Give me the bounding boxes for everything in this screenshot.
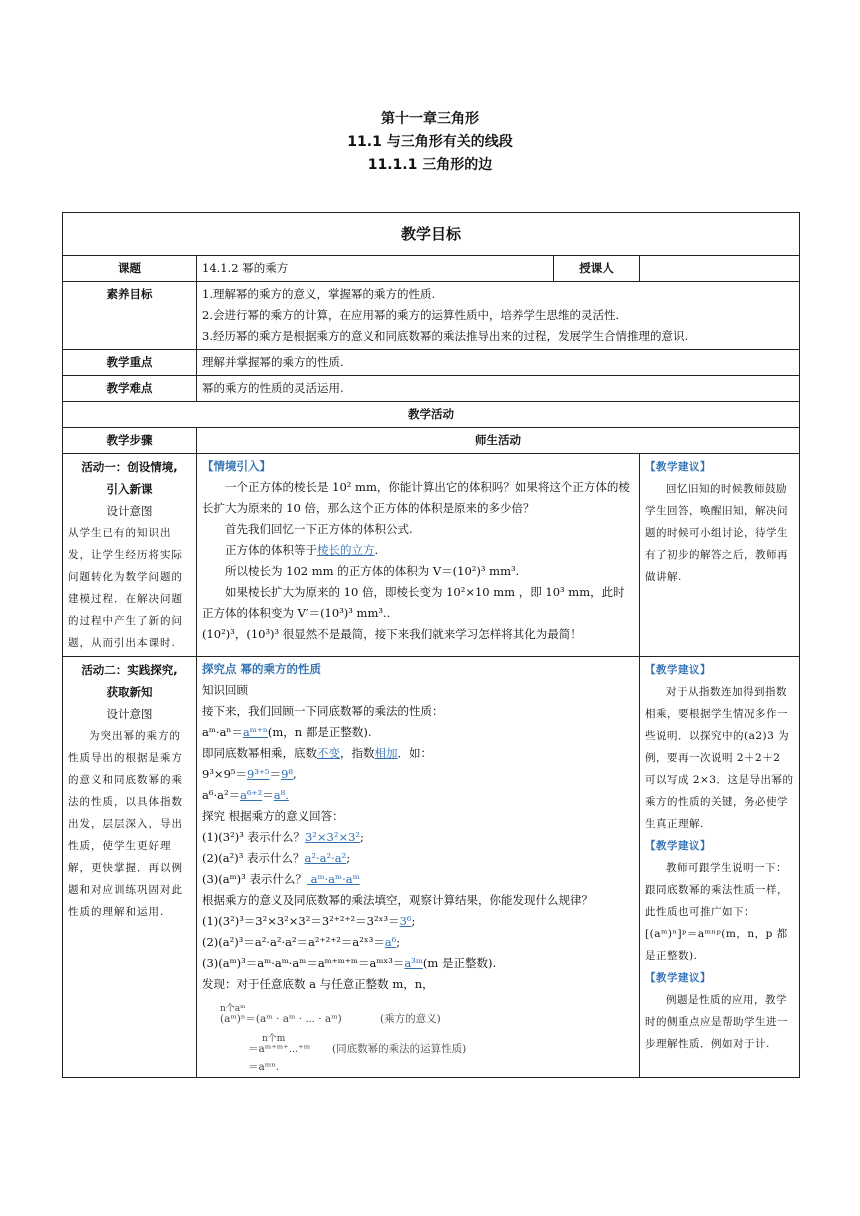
- text: ;: [396, 935, 401, 949]
- answer-blank: 9⁸: [281, 767, 294, 781]
- answer-blank: a⁶: [384, 935, 397, 949]
- formula-note-2: (同底数幂的乘法的运算性质): [332, 1043, 467, 1055]
- answer-blank: a⁸.: [273, 788, 289, 802]
- answer-blank: a³ᵐ: [404, 956, 423, 970]
- activity-one-title: 活动一：创设情境,: [81, 460, 178, 474]
- steps-label: 教学步骤: [63, 428, 197, 454]
- answer-blank: aᵐ⁺ⁿ: [242, 725, 268, 739]
- suggestion-text: 教师可跟学生说明一下：跟同底数幂的乘法性质一样，此性质也可推广如下：[(aᵐ)ⁿ]ᵖ＝aᵐⁿᵖ(m，n，p 都是正整数).: [645, 862, 788, 962]
- activity-one-row: [63, 454, 800, 657]
- subsection-title: 11.1.1 三角形的边: [367, 157, 493, 173]
- literacy-goals: [197, 282, 800, 350]
- text: 9³×9⁵＝: [202, 767, 247, 781]
- line: [202, 932, 634, 953]
- difficulty-label: 教学难点: [63, 376, 197, 402]
- text: ，指数: [340, 746, 375, 760]
- answer-blank: 不变: [317, 746, 340, 760]
- formula-brace-label: n个m: [262, 1034, 286, 1044]
- line: 接下来，我们回顾一下同底数幂的乘法的性质：: [202, 704, 444, 718]
- line: [202, 785, 634, 806]
- line: [202, 827, 634, 848]
- activity-two-row: [63, 657, 800, 1078]
- activity-two-left: [63, 657, 197, 1078]
- suggestion-tag: 【教学建议】: [645, 461, 711, 473]
- text: (1)(3²)³＝3²×3²×3²＝3²⁺²⁺²＝3²ˣ³＝: [202, 914, 400, 928]
- key-label: 教学重点: [63, 350, 197, 376]
- line: [202, 953, 634, 974]
- line: [202, 848, 634, 869]
- topic-label: 课题: [63, 256, 197, 282]
- answer-blank: 3²×3²×3²: [304, 830, 361, 844]
- activity-header: 教学活动: [63, 402, 800, 428]
- difficulty-value: 幂的乘方的性质的灵活运用.: [197, 376, 800, 402]
- suggestion-text: 回忆旧知的时候教师鼓励学生回答，唤醒旧知，解决问题的时候可小组讨论，待学生有了初步的解答之后，教师再做讲解.: [645, 483, 788, 583]
- text: (m 是正整数).: [422, 956, 497, 970]
- text: ;: [346, 851, 351, 865]
- activity-one-left: [63, 454, 197, 657]
- text: ＝: [262, 788, 274, 802]
- text: ;: [360, 830, 364, 844]
- text: 正方体的体积等于: [225, 543, 317, 557]
- formula-line-3: ＝aᵐⁿ.: [248, 1061, 280, 1073]
- design-intent-label: 设计意图: [106, 707, 153, 721]
- text: a⁶·a²＝: [202, 788, 241, 802]
- design-intent-text: 从学生已有的知识出发，让学生经历将实际问题转化为数学问题的建模过程．在解决问题的过程中产生了新的问题，从而引出本课时.: [68, 527, 183, 649]
- line: 根据乘方的意义及同底数幂的乘法填空，观察计算结果，你能发现什么规律？: [202, 893, 593, 907]
- answer-blank: a⁶⁺²: [240, 788, 263, 802]
- page-titles: [0, 108, 860, 177]
- text: aᵐ·aⁿ＝: [202, 725, 243, 739]
- derivation-formula: [202, 999, 634, 1075]
- section-title: 11.1 与三角形有关的线段: [347, 134, 513, 150]
- line: [202, 764, 634, 785]
- formula-line-1: (aᵐ)ⁿ＝(aᵐ · aᵐ · ⋯ · aᵐ): [220, 1013, 342, 1025]
- design-intent-label: 设计意图: [106, 504, 153, 518]
- text: ;: [411, 914, 416, 928]
- suggestion-tag: 【教学建议】: [645, 840, 711, 852]
- act1-paragraph: 如果棱长扩大为原来的 10 倍，即棱长变为 10²×10 mm ，即 10³ mm，此时正方体的体积变为 V′＝(10³)³ mm³..: [202, 585, 625, 620]
- formula-brace-label: n个aᵐ: [220, 1004, 246, 1014]
- text: ＝: [269, 767, 282, 781]
- text: (3)(aᵐ)³ 表示什么？: [202, 872, 307, 886]
- literacy-label: 素养目标: [63, 282, 197, 350]
- formula-note-1: (乘方的意义): [380, 1013, 441, 1025]
- situation-tag: 【情境引入】: [202, 459, 271, 473]
- answer-blank: 相加: [374, 746, 398, 760]
- act1-paragraph: [202, 540, 634, 561]
- activity-two-subtitle: 获取新知: [106, 685, 153, 699]
- line: [202, 911, 634, 932]
- text: 即同底数幂相乘，底数: [202, 746, 317, 760]
- text: (2)(a²)³ 表示什么？: [202, 851, 305, 865]
- act1-paragraph: (10²)³，(10³)³ 很显然不是最简，接下来我们就来学习怎样将其化为最简！: [202, 627, 582, 641]
- key-value: 理解并掌握幂的乘方的性质.: [197, 350, 800, 376]
- suggestion-tag: 【教学建议】: [645, 972, 711, 984]
- text: (3)(aᵐ)³＝aᵐ·aᵐ·aᵐ＝aᵐ⁺ᵐ⁺ᵐ＝aᵐˣ³＝: [202, 956, 405, 970]
- answer-blank: 棱长的立方: [317, 543, 375, 557]
- act1-paragraph: 首先我们回忆一下正方体的体积公式.: [225, 522, 413, 536]
- line: [202, 722, 634, 743]
- text: (m，n 都是正整数).: [267, 725, 372, 739]
- text: (1)(3²)³ 表示什么？: [202, 830, 305, 844]
- suggestion-text: 对于从指数连加得到指数相乘，要根据学生情况多作一些说明．以探究中的(a2)3 为例，要再一次说明 2＋2＋2 可以写成 2×3．这是导出幂的乘方的性质的关键，务必使学生真正理解.: [645, 686, 794, 830]
- line: 探究 根据乘方的意义回答：: [202, 809, 344, 823]
- literacy-item: 2.会进行幂的乘方的计算，在应用幂的乘方的运算性质中，培养学生思维的灵活性.: [202, 308, 620, 322]
- answer-blank: 9³⁺⁵: [247, 767, 270, 781]
- answer-blank: aᵐ·aᵐ·aᵐ: [306, 872, 360, 886]
- teacher-value: [640, 256, 800, 282]
- activity-one-suggestion: [640, 454, 800, 657]
- text: (2)(a²)³＝a²·a²·a²＝a²⁺²⁺²＝a²ˣ³＝: [202, 935, 385, 949]
- line: 发现：对于任意底数 a 与任意正整数 m，n，: [202, 977, 434, 991]
- topic-value: 14.1.2 幂的乘方: [197, 256, 554, 282]
- literacy-item: 1.理解幂的乘方的意义，掌握幂的乘方的性质.: [202, 287, 436, 301]
- lesson-plan-table: [62, 212, 800, 1078]
- suggestion-tag: 【教学建议】: [645, 664, 711, 676]
- goal-header: 教学目标: [63, 213, 800, 256]
- chapter-title: 第十一章三角形: [381, 111, 479, 127]
- design-intent-text: 为突出幂的乘方的性质导出的根据是乘方的意义和同底数幂的乘法的性质，以具体指数出发，层层深入，导出性质，使学生更好理解，更快掌握．再以例题和对应训练巩固对此性质的理解和运用.: [68, 730, 183, 918]
- line: [202, 869, 634, 890]
- suggestion-text: 例题是性质的应用，教学时的侧重点应是帮助学生进一步理解性质．例如对于计.: [645, 994, 788, 1050]
- activity-two-suggestions: [640, 657, 800, 1078]
- act1-paragraph: 一个正方体的棱长是 10² mm，你能计算出它的体积吗？如果将这个正方体的棱长扩大为原来的 10 倍，那么这个正方体的体积是原来的多少倍？: [202, 480, 630, 515]
- line: [202, 743, 634, 764]
- teacher-label: 授课人: [554, 256, 640, 282]
- answer-blank: 3⁶: [399, 914, 412, 928]
- act1-paragraph: 所以棱长为 102 mm 的正方体的体积为 V＝(10²)³ mm³.: [225, 564, 520, 578]
- teacher-student-label: 师生活动: [197, 428, 800, 454]
- literacy-item: 3.经历幂的乘方是根据乘方的意义和同底数幂的乘法推导出来的过程，发展学生合情推理的意识.: [202, 329, 689, 343]
- text: .: [374, 543, 379, 557]
- activity-two-title: 活动二：实践探究,: [81, 663, 178, 677]
- text: ．如：: [397, 746, 432, 760]
- activity-one-content: [197, 454, 640, 657]
- explore-tag: 探究点 幂的乘方的性质: [202, 662, 322, 676]
- answer-blank: a²·a²·a²: [304, 851, 347, 865]
- text: ,: [293, 767, 297, 781]
- activity-one-subtitle: 引入新课: [106, 482, 153, 496]
- formula-line-2: ＝aᵐ⁺ᵐ⁺⋯⁺ᵐ: [248, 1043, 311, 1055]
- activity-two-content: [197, 657, 640, 1078]
- line: 知识回顾: [202, 683, 248, 697]
